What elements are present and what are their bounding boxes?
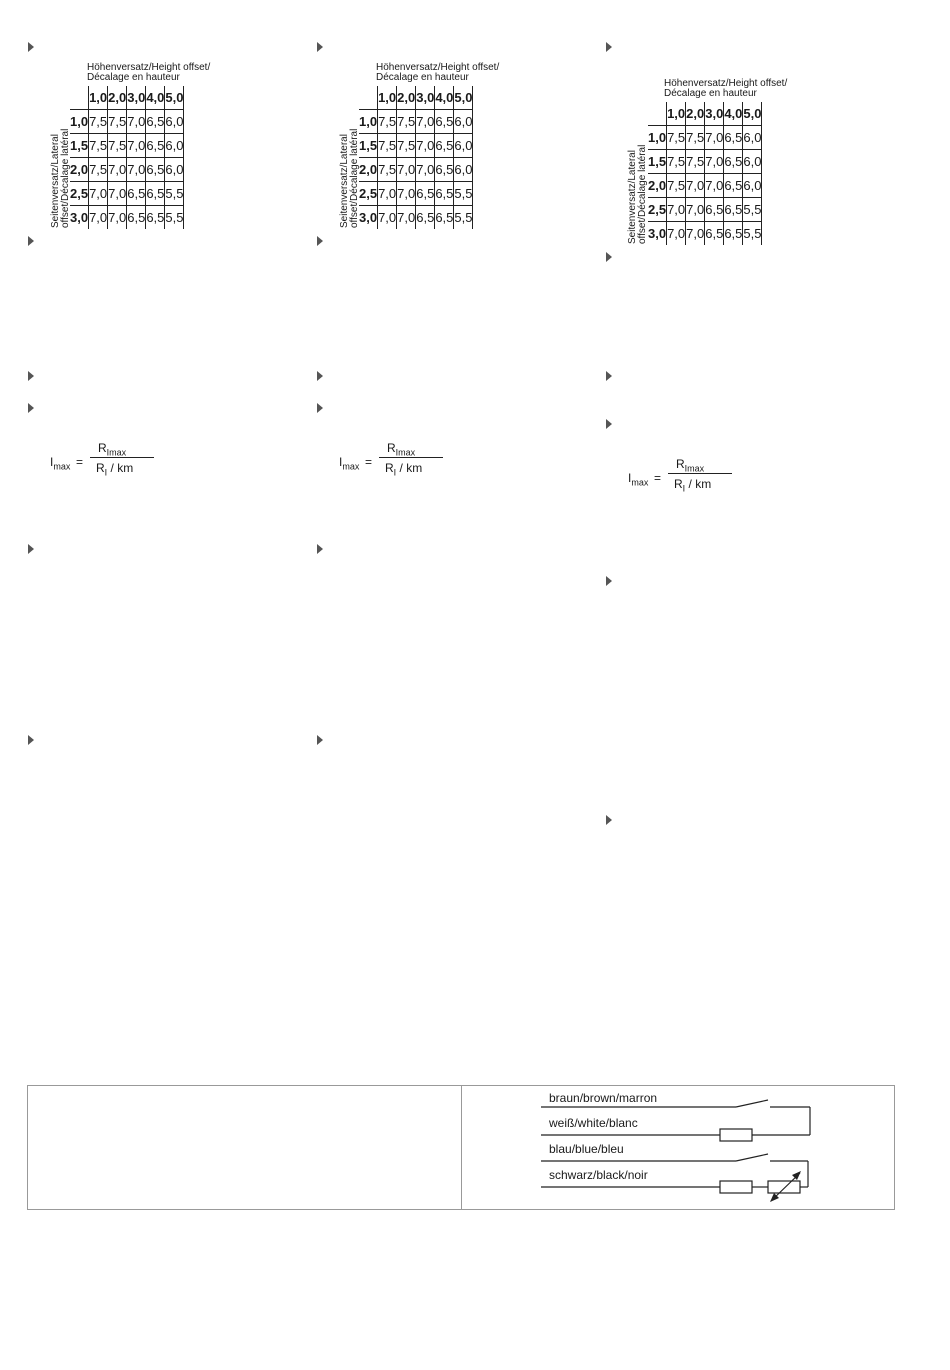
- table-cell: 7,5: [378, 134, 397, 158]
- bullet-arrow-icon: [606, 42, 612, 52]
- table-cell: 6,0: [743, 126, 762, 150]
- bullet-arrow-icon: [606, 576, 612, 586]
- table-cell: 7,5: [667, 174, 686, 198]
- bullet-arrow-icon: [28, 544, 34, 554]
- table-cell: 7,0: [416, 134, 435, 158]
- column-header: 2,0: [686, 102, 705, 126]
- formula-denominator: $R_I$ / km: [674, 477, 712, 494]
- table-cell: 7,5: [397, 134, 416, 158]
- table-cell: 6,5: [146, 206, 165, 230]
- formula-equals: =: [365, 455, 373, 469]
- table-cell: 7,0: [89, 182, 108, 206]
- row-header: 3,0: [359, 210, 378, 225]
- table-cell: 6,5: [146, 182, 165, 206]
- table-cell: 7,0: [705, 174, 724, 198]
- table-cell: 6,0: [743, 150, 762, 174]
- table-cell: 7,0: [378, 182, 397, 206]
- table-cell: 7,0: [705, 150, 724, 174]
- column-header: 4,0: [146, 86, 165, 110]
- table-cell: 6,5: [724, 126, 743, 150]
- table-cell: 7,5: [686, 150, 705, 174]
- row-header: 3,0: [648, 226, 667, 241]
- row-header: 1,5: [359, 134, 378, 158]
- row-header: 2,5: [70, 182, 89, 206]
- height-offset-caption-line2: Décalage en hauteur: [87, 72, 180, 83]
- formula-equals: =: [654, 471, 662, 485]
- table-cell: 5,5: [743, 198, 762, 222]
- formula-lhs: $I_{max}$: [628, 471, 649, 488]
- table-cell: 7,0: [416, 110, 435, 134]
- table-row: [648, 198, 762, 222]
- wire-label-white: weiß/white/blanc: [549, 1116, 638, 1130]
- table-cell: 6,5: [435, 206, 454, 230]
- table-cell: 7,0: [667, 198, 686, 222]
- bullet-arrow-icon: [28, 371, 34, 381]
- row-header: 1,5: [648, 150, 667, 174]
- bullet-arrow-icon: [28, 42, 34, 52]
- table-row: [70, 182, 184, 206]
- table-cell: 7,5: [108, 110, 127, 134]
- lateral-offset-caption-line2: offset/Décalage latéral: [349, 128, 360, 228]
- wiring-panel: [461, 1085, 895, 1210]
- table-cell: 7,0: [686, 174, 705, 198]
- table-cell: 7,0: [667, 222, 686, 246]
- table-row: [359, 206, 473, 230]
- table-cell: 6,5: [127, 182, 146, 206]
- column-header: 3,0: [127, 86, 146, 110]
- column-header: 1,0: [378, 86, 397, 110]
- formula-denominator: $R_I$ / km: [96, 461, 134, 478]
- blank-panel: [27, 1085, 462, 1210]
- table-row: [359, 134, 473, 158]
- column-header: 3,0: [416, 86, 435, 110]
- offset-table: [359, 86, 473, 229]
- table-cell: 6,5: [127, 206, 146, 230]
- imax-formula: [339, 441, 459, 481]
- table-cell: 6,5: [416, 206, 435, 230]
- wire-label-blue: blau/blue/bleu: [549, 1142, 624, 1156]
- table-cell: 7,5: [108, 134, 127, 158]
- table-cell: 7,0: [686, 222, 705, 246]
- table-cell: 5,5: [165, 182, 184, 206]
- bullet-arrow-icon: [606, 815, 612, 825]
- table-cell: 7,0: [127, 158, 146, 182]
- table-cell: 7,5: [378, 110, 397, 134]
- bullet-arrow-icon: [317, 544, 323, 554]
- imax-formula: [628, 457, 748, 497]
- column-header: 4,0: [724, 102, 743, 126]
- table-cell: 6,0: [454, 134, 473, 158]
- table-cell: 7,0: [89, 206, 108, 230]
- table-corner: [648, 102, 667, 126]
- column-header: 1,0: [667, 102, 686, 126]
- table-row: [648, 174, 762, 198]
- table-cell: 5,5: [165, 206, 184, 230]
- height-offset-caption: [87, 63, 210, 83]
- table-cell: 7,0: [108, 206, 127, 230]
- table-cell: 6,0: [454, 158, 473, 182]
- table-cell: 6,0: [165, 158, 184, 182]
- table-cell: 6,5: [724, 174, 743, 198]
- table-cell: 7,0: [127, 110, 146, 134]
- table-cell: 7,0: [397, 182, 416, 206]
- table-cell: 7,0: [416, 158, 435, 182]
- table-cell: 7,0: [705, 126, 724, 150]
- row-header: 2,5: [648, 198, 667, 222]
- bullet-arrow-icon: [317, 735, 323, 745]
- formula-numerator: $R_{Imax}$: [676, 457, 705, 474]
- formula-denominator: $R_I$ / km: [385, 461, 423, 478]
- fraction-bar: [379, 457, 443, 458]
- height-offset-caption-line1: Höhenversatz/Height offset/: [664, 78, 788, 89]
- table-cell: 7,0: [397, 158, 416, 182]
- table-cell: 6,5: [724, 150, 743, 174]
- lateral-offset-caption-line1: Seitenversatz/Lateral: [339, 134, 350, 228]
- offset-table: [648, 102, 762, 245]
- bullet-arrow-icon: [317, 42, 323, 52]
- formula-equals: =: [76, 455, 84, 469]
- table-cell: 7,5: [686, 126, 705, 150]
- table-cell: 6,5: [146, 110, 165, 134]
- table-corner: [70, 86, 89, 110]
- table-cell: 5,5: [454, 182, 473, 206]
- height-offset-caption-line2: Décalage en hauteur: [664, 88, 757, 99]
- bullet-arrow-icon: [606, 371, 612, 381]
- table-cell: 6,5: [705, 222, 724, 246]
- table-cell: 6,5: [435, 158, 454, 182]
- formula-numerator: $R_{Imax}$: [387, 441, 416, 458]
- lateral-offset-caption-line2: offset/Décalage latéral: [60, 128, 71, 228]
- table-cell: 6,0: [165, 110, 184, 134]
- table-row: [70, 158, 184, 182]
- table-cell: 7,0: [686, 198, 705, 222]
- row-header: 1,0: [70, 110, 89, 134]
- table-row: [70, 110, 184, 134]
- table-cell: 6,5: [146, 134, 165, 158]
- lateral-offset-caption-line1: Seitenversatz/Lateral: [50, 134, 61, 228]
- fraction-bar: [90, 457, 154, 458]
- lateral-offset-caption-line2: offset/Décalage latéral: [637, 144, 648, 244]
- formula-numerator: $R_{Imax}$: [98, 441, 127, 458]
- lateral-offset-caption: [340, 129, 360, 228]
- formula-lhs: $I_{max}$: [339, 455, 360, 472]
- table-cell: 7,5: [397, 110, 416, 134]
- table-cell: 6,5: [705, 198, 724, 222]
- table-cell: 7,5: [378, 158, 397, 182]
- fraction-bar: [668, 473, 732, 474]
- table-row: [648, 150, 762, 174]
- table-row: [359, 110, 473, 134]
- row-header: 3,0: [70, 210, 89, 225]
- row-header: 1,0: [648, 126, 667, 150]
- table-row: [359, 158, 473, 182]
- table-cell: 6,0: [743, 174, 762, 198]
- table-row: [70, 134, 184, 158]
- height-offset-caption: [376, 63, 499, 83]
- column-header: 3,0: [705, 102, 724, 126]
- column-header: 5,0: [165, 86, 184, 110]
- bullet-arrow-icon: [28, 236, 34, 246]
- table-cell: 6,0: [165, 134, 184, 158]
- table-cell: 7,5: [89, 158, 108, 182]
- wire-label-black: schwarz/black/noir: [549, 1168, 648, 1182]
- table-cell: 6,5: [435, 134, 454, 158]
- table-cell: 5,5: [454, 206, 473, 230]
- row-header: 2,5: [359, 182, 378, 206]
- table-cell: 7,0: [397, 206, 416, 230]
- row-header: 2,0: [70, 158, 89, 182]
- table-cell: 6,5: [146, 158, 165, 182]
- column-header: 5,0: [743, 102, 762, 126]
- table-cell: 6,5: [435, 182, 454, 206]
- column-header: 2,0: [397, 86, 416, 110]
- table-cell: 7,5: [89, 134, 108, 158]
- formula-lhs: $I_{max}$: [50, 455, 71, 472]
- row-header: 2,0: [359, 158, 378, 182]
- bullet-arrow-icon: [606, 252, 612, 262]
- imax-formula: [50, 441, 170, 481]
- table-cell: 6,5: [724, 222, 743, 246]
- height-offset-caption: [664, 79, 787, 99]
- lateral-offset-caption-line1: Seitenversatz/Lateral: [627, 150, 638, 244]
- height-offset-caption-line2: Décalage en hauteur: [376, 72, 469, 83]
- table-cell: 6,0: [454, 110, 473, 134]
- bullet-arrow-icon: [28, 735, 34, 745]
- column-header: 1,0: [89, 86, 108, 110]
- table-cell: 6,5: [416, 182, 435, 206]
- row-header: 1,0: [359, 110, 378, 134]
- lateral-offset-caption: [628, 145, 648, 244]
- table-row: [648, 222, 762, 246]
- table-row: [70, 206, 184, 230]
- column-header: 2,0: [108, 86, 127, 110]
- table-cell: 7,0: [108, 158, 127, 182]
- table-cell: 7,0: [378, 206, 397, 230]
- bullet-arrow-icon: [317, 403, 323, 413]
- bullet-arrow-icon: [606, 419, 612, 429]
- lateral-offset-caption: [51, 129, 71, 228]
- table-cell: 7,5: [667, 150, 686, 174]
- table-cell: 5,5: [743, 222, 762, 246]
- bullet-arrow-icon: [317, 371, 323, 381]
- bullet-arrow-icon: [28, 403, 34, 413]
- column-header: 5,0: [454, 86, 473, 110]
- table-corner: [359, 86, 378, 110]
- table-row: [359, 182, 473, 206]
- row-header: 1,5: [70, 134, 89, 158]
- table-cell: 7,5: [89, 110, 108, 134]
- row-header: 2,0: [648, 174, 667, 198]
- offset-table: [70, 86, 184, 229]
- table-cell: 6,5: [724, 198, 743, 222]
- bullet-arrow-icon: [317, 236, 323, 246]
- height-offset-caption-line1: Höhenversatz/Height offset/: [376, 62, 500, 73]
- table-cell: 7,5: [667, 126, 686, 150]
- table-cell: 7,0: [108, 182, 127, 206]
- table-cell: 6,5: [435, 110, 454, 134]
- wire-label-brown: braun/brown/marron: [549, 1091, 658, 1105]
- column-header: 4,0: [435, 86, 454, 110]
- height-offset-caption-line1: Höhenversatz/Height offset/: [87, 62, 211, 73]
- table-cell: 7,0: [127, 134, 146, 158]
- table-row: [648, 126, 762, 150]
